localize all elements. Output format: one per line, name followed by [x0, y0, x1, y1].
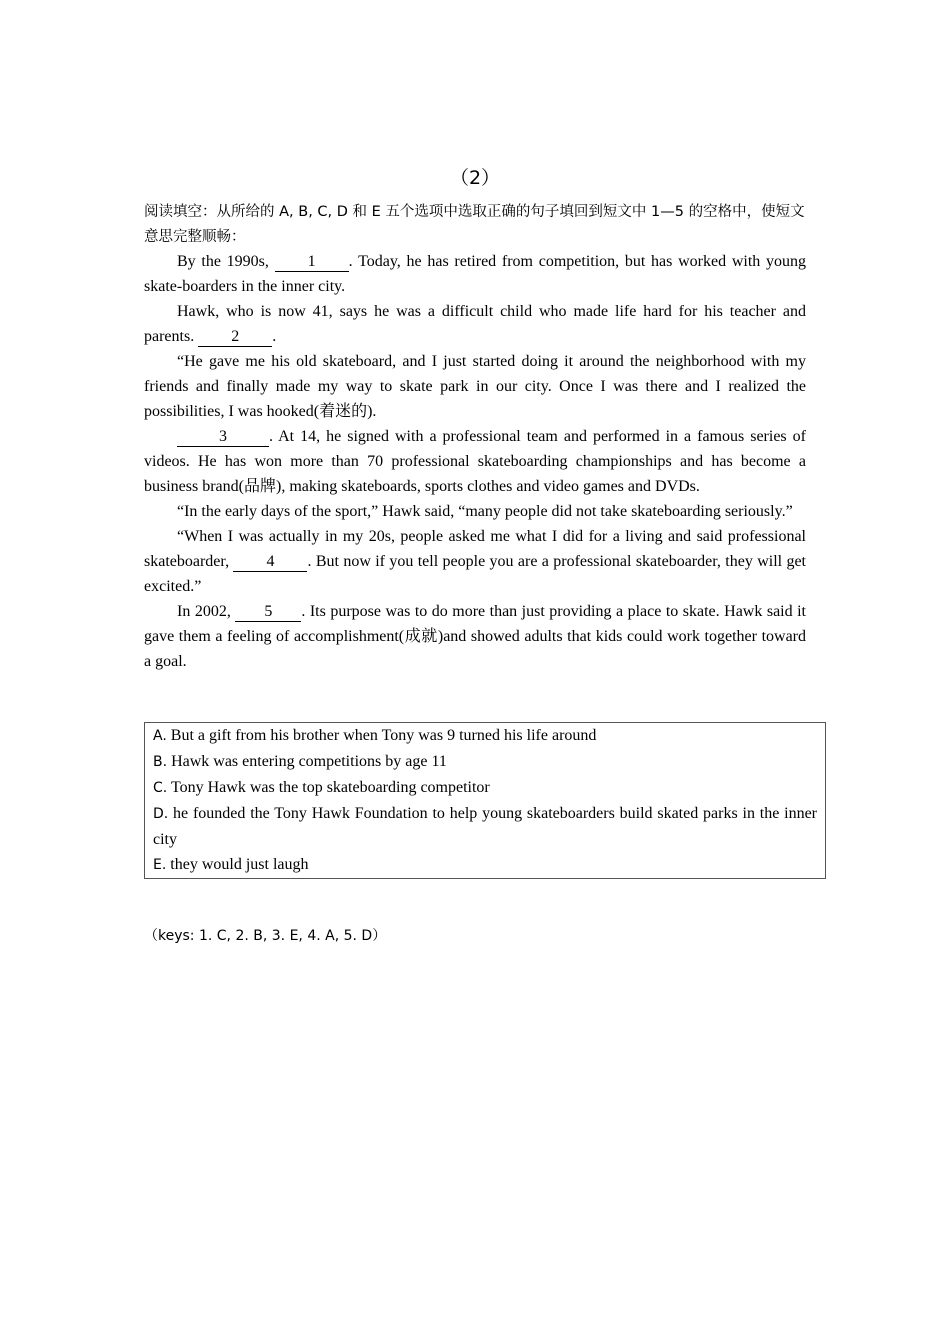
instruction-text: 阅读填空：从所给的 A, B, C, D 和 E 五个选项中选取正确的句子填回到短文中 1—5 的空格中，使短文意思完整顺畅：	[144, 204, 805, 245]
option-letter: B.	[153, 754, 168, 770]
paragraph-text: . But now if you tell people you are a professional skateboarder, they will get excited.”	[144, 553, 807, 595]
option-letter: E.	[153, 857, 167, 873]
option-text: they would just laugh	[166, 856, 309, 873]
option-d	[153, 801, 817, 852]
option-e	[153, 852, 817, 878]
blank-4: 4	[233, 553, 307, 572]
paragraph-6	[144, 524, 806, 599]
blank-3: 3	[177, 428, 269, 447]
option-c	[153, 775, 817, 801]
option-a	[153, 723, 817, 749]
paragraph-text: . Today, he has retired from competition, but has worked with young skate-boarders in the inner city.	[144, 253, 807, 295]
options-box	[144, 722, 826, 879]
paragraph-text: “When I was actually in my 20s, people asked me what I did for a living and said professional skateboarder,	[144, 528, 806, 570]
paragraph-text: . At 14, he signed with a professional team and performed in a famous series of videos. He has won more than 70 professional skateboarding championships and has become a business brand(品牌), making skateboards, sports clothes and video games and DVDs.	[144, 428, 806, 495]
paragraph-text: In 2002,	[177, 603, 236, 620]
paragraph-4	[144, 424, 806, 499]
option-text: Tony Hawk was the top skateboarding competitor	[167, 779, 490, 796]
paragraph-3	[144, 349, 806, 424]
paragraph-7	[144, 599, 806, 674]
paragraph-text: .	[272, 328, 277, 345]
paragraph-text: “He gave me his old skateboard, and I just started doing it around the neighborhood with my friends and finally made my way to skate park in our city. Once I was there and I realized the possibilities, I was hooked(着迷的).	[144, 353, 806, 420]
option-text: he founded the Tony Hawk Foundation to help young skateboarders build skated parks in the inner city	[153, 805, 817, 848]
blank-1: 1	[275, 253, 349, 272]
paragraph-text: . Its purpose was to do more than just providing a place to skate. Hawk said it gave them a feeling of accomplishment(成就)and showed adults that kids could work together toward a goal.	[144, 603, 807, 670]
option-letter: D.	[153, 806, 169, 822]
option-text: But a gift from his brother when Tony was 9 turned his life around	[166, 727, 597, 744]
paragraph-5	[144, 499, 806, 524]
paragraph-text: By the 1990s,	[177, 253, 275, 270]
paragraph-text: “In the early days of the sport,” Hawk said, “many people did not take skateboarding seriously.”	[177, 503, 793, 520]
answer-keys: （keys: 1. C, 2. B, 3. E, 4. A, 5. D）	[144, 928, 387, 944]
blank-2: 2	[198, 328, 272, 347]
paragraph-1	[144, 249, 806, 299]
reading-passage	[144, 249, 806, 674]
section-heading: （2）	[449, 167, 501, 189]
option-b	[153, 749, 817, 775]
blank-5: 5	[235, 603, 301, 622]
paragraph-text: Hawk, who is now 41, says he was a difficult child who made life hard for his teacher and parents.	[144, 303, 806, 345]
paragraph-2	[144, 299, 806, 349]
option-text: Hawk was entering competitions by age 11	[167, 753, 447, 770]
option-letter: C.	[153, 780, 168, 796]
option-letter: A.	[153, 728, 167, 744]
